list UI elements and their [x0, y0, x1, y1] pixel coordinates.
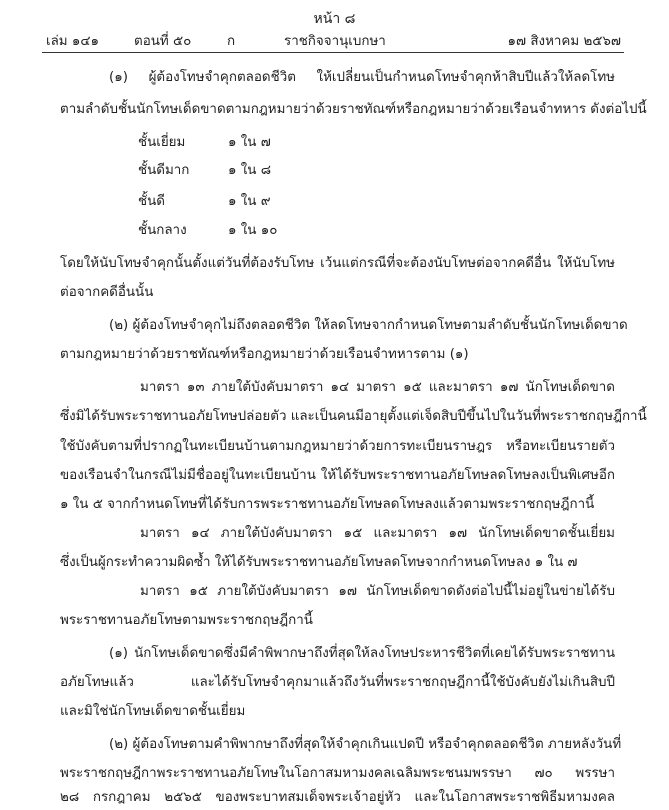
section-13-line: ซึ่งมิได้รับพระราชทานอภัยโทษปล่อยตัว และเป็นคนมีอายุตั้งแต่เจ็ดสิบปีขึ้นไปในวันที่พระราชกฤษฎีกานี้	[60, 409, 647, 424]
section-15-item-2-line: (๒) ผู้ต้องโทษตามคำพิพากษาถึงที่สุดให้จำคุกเกินแปดปี หรือจำคุกตลอดชีวิต ภายหลังวันที่	[109, 737, 622, 752]
level-row	[0, 161, 669, 181]
section-13-line: ใช้บังคับตามที่ปรากฏในทะเบียนบ้านตามกฎหมายว่าด้วยการทะเบียนราษฎร หรือทะเบียนรายตัว	[60, 439, 615, 454]
level-name: ชั้นกลาง	[138, 223, 187, 238]
publication-name: ราชกิจจานุเบกษา	[284, 34, 386, 49]
level-ratio: ๑ ใน ๗	[228, 135, 271, 150]
header-rule	[42, 52, 624, 53]
section-15-item-1-line: (๑) นักโทษเด็ดขาดซึ่งมีคำพิพากษาถึงที่สุดให้ลงโทษประหารชีวิตที่เคยได้รับพระราชทาน	[109, 646, 615, 661]
section-number: ตอนที่ ๕๐	[134, 34, 192, 49]
level-name: ชั้นดี	[138, 194, 165, 209]
section-15-item-1-line: อภัยโทษแล้ว และได้รับโทษจำคุกมาแล้วถึงวันที่พระราชกฤษฎีกานี้ใช้บังคับยังไม่เกินสิบปี	[60, 675, 615, 690]
section-15-item-2-line: พระราชกฤษฎีกาพระราชทานอภัยโทษในโอกาสมหามงคลเฉลิมพระชนมพรรษา ๗๐ พรรษา	[60, 766, 615, 781]
publication-date: ๑๗ สิงหาคม ๒๕๖๗	[507, 34, 621, 49]
level-name: ชั้นดีมาก	[138, 163, 190, 178]
section-14-line: มาตรา ๑๔ ภายใต้บังคับมาตรา ๑๕ และมาตรา ๑๗ นักโทษเด็ดขาดชั้นเยี่ยม	[140, 526, 615, 541]
body-line: โดยให้นับโทษจำคุกนั้นตั้งแต่วันที่ต้องรับโทษ เว้นแต่กรณีที่จะต้องนับโทษต่อจากคดีอื่น ให้นับโทษ	[60, 256, 615, 271]
section-15-item-2-line: ๒๘ กรกฎาคม ๒๕๖๕ ของพระบาทสมเด็จพระเจ้าอยู่หัว และในโอกาสพระราชพิธีมหามงคล	[60, 790, 615, 805]
section-15-line: พระราชทานอภัยโทษตามพระราชกฤษฎีกานี้	[60, 613, 313, 628]
section-15-item-1-line: และมิใช่นักโทษเด็ดขาดชั้นเยี่ยม	[60, 704, 246, 719]
level-ratio: ๑ ใน ๘	[228, 163, 272, 178]
section-13-line: ๑ ใน ๕ จากกำหนดโทษที่ได้รับการพระราชทานอภัยโทษลดโทษลงแล้วตามพระราชกฤษฎีกานี้	[60, 497, 595, 512]
level-row	[0, 221, 669, 241]
level-name: ชั้นเยี่ยม	[138, 135, 186, 150]
body-line: ตามลำดับชั้นนักโทษเด็ดขาดตามกฎหมายว่าด้วยราชทัณฑ์หรือกฎหมายว่าด้วยเรือนจำทหาร ดังต่อไปนี้	[60, 102, 647, 117]
level-ratio: ๑ ใน ๙	[228, 194, 271, 209]
body-line: ต่อจากคดีอื่นนั้น	[60, 285, 154, 300]
level-ratio: ๑ ใน ๑๐	[228, 223, 278, 238]
gazette-header	[46, 30, 621, 50]
body-line: (๒) ผู้ต้องโทษจำคุกไม่ถึงตลอดชีวิต ให้ลดโทษจากกำหนดโทษตามลำดับชั้นนักโทษเด็ดขาด	[109, 318, 628, 333]
page-number: หน้า ๘	[313, 11, 356, 27]
section-13-line: มาตรา ๑๓ ภายใต้บังคับมาตรา ๑๔ มาตรา ๑๕ และมาตรา ๑๗ นักโทษเด็ดขาด	[140, 380, 615, 395]
level-row	[0, 192, 669, 212]
body-line: ตามกฎหมายว่าด้วยราชทัณฑ์หรือกฎหมายว่าด้วยเรือนจำทหารตาม (๑)	[60, 347, 469, 362]
level-row	[0, 133, 669, 153]
body-line: (๑) ผู้ต้องโทษจำคุกตลอดชีวิต ให้เปลี่ยนเป็นกำหนดโทษจำคุกห้าสิบปีแล้วให้ลดโทษ	[109, 70, 615, 85]
section-type: ก	[227, 34, 236, 49]
section-15-line: มาตรา ๑๕ ภายใต้บังคับมาตรา ๑๗ นักโทษเด็ดขาดดังต่อไปนี้ไม่อยู่ในข่ายได้รับ	[140, 584, 615, 599]
section-13-line: ของเรือนจำในกรณีไม่มีชื่ออยู่ในทะเบียนบ้าน ให้ได้รับพระราชทานอภัยโทษลดโทษลงเป็นพิเศษอีก	[60, 468, 615, 483]
volume-number: เล่ม ๑๔๑	[46, 34, 100, 49]
section-14-line: ซึ่งเป็นผู้กระทำความผิดซ้ำ ให้ได้รับพระราชทานอภัยโทษลดโทษจากกำหนดโทษลง ๑ ใน ๗	[60, 555, 578, 570]
